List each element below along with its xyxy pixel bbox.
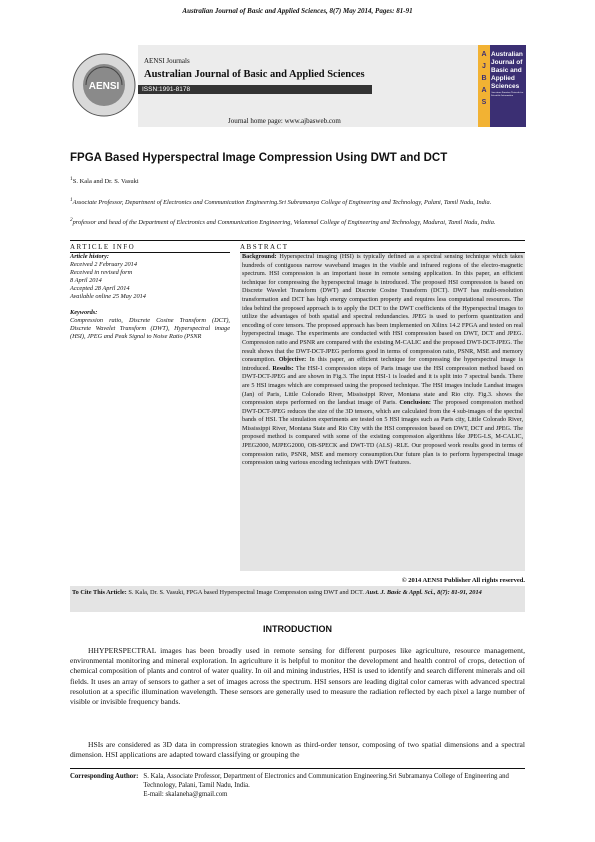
history-revised-date: 8 April 2014 xyxy=(70,277,102,284)
seal-text: AENSI xyxy=(88,81,120,92)
divider-top xyxy=(70,240,525,241)
abstract-text: Background: Hyperspectral imaging (HSI) is typically defined as a spectral sensing technique which takes hundreds of contiguous narrow waveband images in the visible and infrared regions of the electro-magnetic spectrum. HSI compression is an important issue in remote sensing application. In this paper, an efficient technique for compressing the hyperspectral image is introduced. The proposed HSI compression is based on Discrete Wavelet Transform (DWT) and Discrete Cosine Transform (DCT). DWT has multi-resolution transformation and DCT has high energy compaction property and requires less computational resources. The idea behind the proposed approach is to apply the DCT to the DWT coefficients of the Hyperspectral images to utilize the advantages of both spatial and spectral redundancies. JPEG is used to perform quantization and encoding of core tensors. The proposed approach has been implemented on Xilinx 14.2 FPGA and tested on real hyperspectral image. The experiments are conducted with HSI compression based on DWT, DCT and JPEG. Compression ratio and PSNR are compared with the existing M-CALIC and the proposed DWT-DCT-JPEG. The result shows that the DWT-DCT-JPEG performs good in terms of compression ratio, PSNR, MSE and memory consumption. Objective: In this paper, an efficient technique for compressing the hyperspectral image is introduced. Results: The HSI-1 compression steps of Paris image use the HSI compression method based on DWT-DCT-JPEG and are shown in Fig.3. The input HSI-1 is loaded and it is split into 7 spectral bands. There are 5 HSI images which are compressed using the proposed technique. The HSI images include Landsat images (Jan) of Paris, Little Colorado River, Mississippi River, Montana state and Rio city. Fig.3. shows the compression steps performed on the landsat image of Paris. Conclusion: The proposed compression method DWT-DCT-JPEG reduces the size of the 3D tensors, which are calculated from the 4 sub-images of the spectral bands of HSI. The simulation experiments are tested on 5 HSI images such as Paris city, Little Colorado River, Mississippi River, Montana State and Rio City with the HSI compression based on DWT, DCT and JPEG. The proposed method is compared with some of the existing compression algorithms like JPEG-LS, M-CALIC, JPEG2000, MJPEG2000, OB-SPECK and DWT-TD (ALS) -RLE. Our proposed work results good in terms of compression ratio, PSNR, MSE and memory consumption.Our future plan is to perform hyperspectral image compression using various encoding techniques with DWT features. xyxy=(242,253,523,467)
intro-paragraph-2: HSIs are considered as 3D data in compression strategies known as third-order tensor, composing of two spatial dimensions and a spectral dimension. HSI applications are adapted toward classifying or grouping the xyxy=(70,740,525,760)
keywords-label: Keywords: xyxy=(70,309,98,316)
ajbas-logo-subtitle: American-Eurasian Network for Scientific Information xyxy=(491,91,524,97)
journal-homepage: Journal home page: www.ajbasweb.com xyxy=(228,117,341,125)
article-info-heading: ARTICLE INFO xyxy=(70,243,136,251)
keywords: Compression ratio, Discrete Cosine Transform (DCT), Discrete Wavelet Transform (DWT), Hyperspectral image (HSI), JPEG and Peak Signal to Noise Ratio (PSNR xyxy=(70,317,230,340)
affiliation-1: $^1$Associate Professor, Department of Electronics and Communication Engineering.Sri Subramanya College of Engineering and Technology, Palani, Tamil Nadu, India. xyxy=(70,197,492,207)
paper-title: FPGA Based Hyperspectral Image Compression Using DWT and DCT xyxy=(70,152,448,164)
history-revised: Received in revised form xyxy=(70,269,133,276)
issn-bar: ISSN:1991-8178 xyxy=(138,85,372,94)
affiliation-2: $^2$professor and head of the Department of Electronics and Communication Engineering, Velammal College of Engineering and Technology, Madurai, Tamil Nadu, India. xyxy=(70,217,496,227)
article-info xyxy=(70,253,230,341)
corresponding-text: S. Kala, Associate Professor, Department of Electronics and Communication Engineering.Sri Subramanya College of Engineering and Technology, Palani, Tamil Nadu, India. xyxy=(143,773,509,789)
history-online: Available online 25 May 2014 xyxy=(70,293,146,300)
aensi-seal-logo xyxy=(70,45,138,127)
history-label: Article history: xyxy=(70,253,110,260)
divider-footer xyxy=(70,768,525,769)
corresponding-author xyxy=(70,772,525,799)
intro-paragraph-1: HHYPERSPECTRAL images has been broadly used in remote sensing for different purposes like agriculture, resource management, environmental monitoring and mineral exploration. In agriculture it is helpful to monitor the development and health control of crops, detection of chemical composition of plants and control of water quality. In oil and mining industries, HSI is used to identify and search different minerals and oil fields. It uses an array of sensors to gather a set of images across the spectrum. HSI sensors are leading digital color cameras with advanced spectral resolution at a specific illumination wavelength. These sensors are generally used to measure the radiation reflected by each pixel a large number of visible or invisible frequency bands. xyxy=(70,646,525,707)
running-header: Australian Journal of Basic and Applied Sciences, 8(7) May 2014, Pages: 81-91 xyxy=(182,7,413,15)
ajbas-letters: A J B A S xyxy=(478,45,490,127)
introduction-heading: INTRODUCTION xyxy=(263,624,332,634)
journal-title: Australian Journal of Basic and Applied Sciences xyxy=(144,69,365,80)
journals-label: AENSI Journals xyxy=(144,57,190,65)
citation: To Cite This Article: S. Kala, Dr. S. Vasuki, FPGA based Hyperspectral Image Compression using DWT and DCT. Aust. J. Basic & Appl. Sci., 8(7): 81-91, 2014 xyxy=(72,589,482,596)
abstract-heading: ABSTRACT xyxy=(240,243,289,251)
corresponding-email: E-mail: skalaneha@gmail.com xyxy=(143,791,228,798)
corresponding-label: Corresponding Author: xyxy=(70,773,139,780)
history-accepted: Accepted 28 April 2014 xyxy=(70,285,130,292)
copyright: © 2014 AENSI Publisher All rights reserved. xyxy=(401,577,525,584)
journal-info-box xyxy=(138,45,478,127)
history-received: Received 2 February 2014 xyxy=(70,261,137,268)
ajbas-logo-title: Australian Journal of Basic and Applied Sciences xyxy=(491,51,523,90)
author-line: $^1$S. Kala and Dr. S. Vasuki xyxy=(70,176,139,186)
authors: S. Kala and Dr. S. Vasuki xyxy=(72,178,139,186)
journal-banner xyxy=(70,45,524,127)
ajbas-cover-logo xyxy=(478,45,526,127)
